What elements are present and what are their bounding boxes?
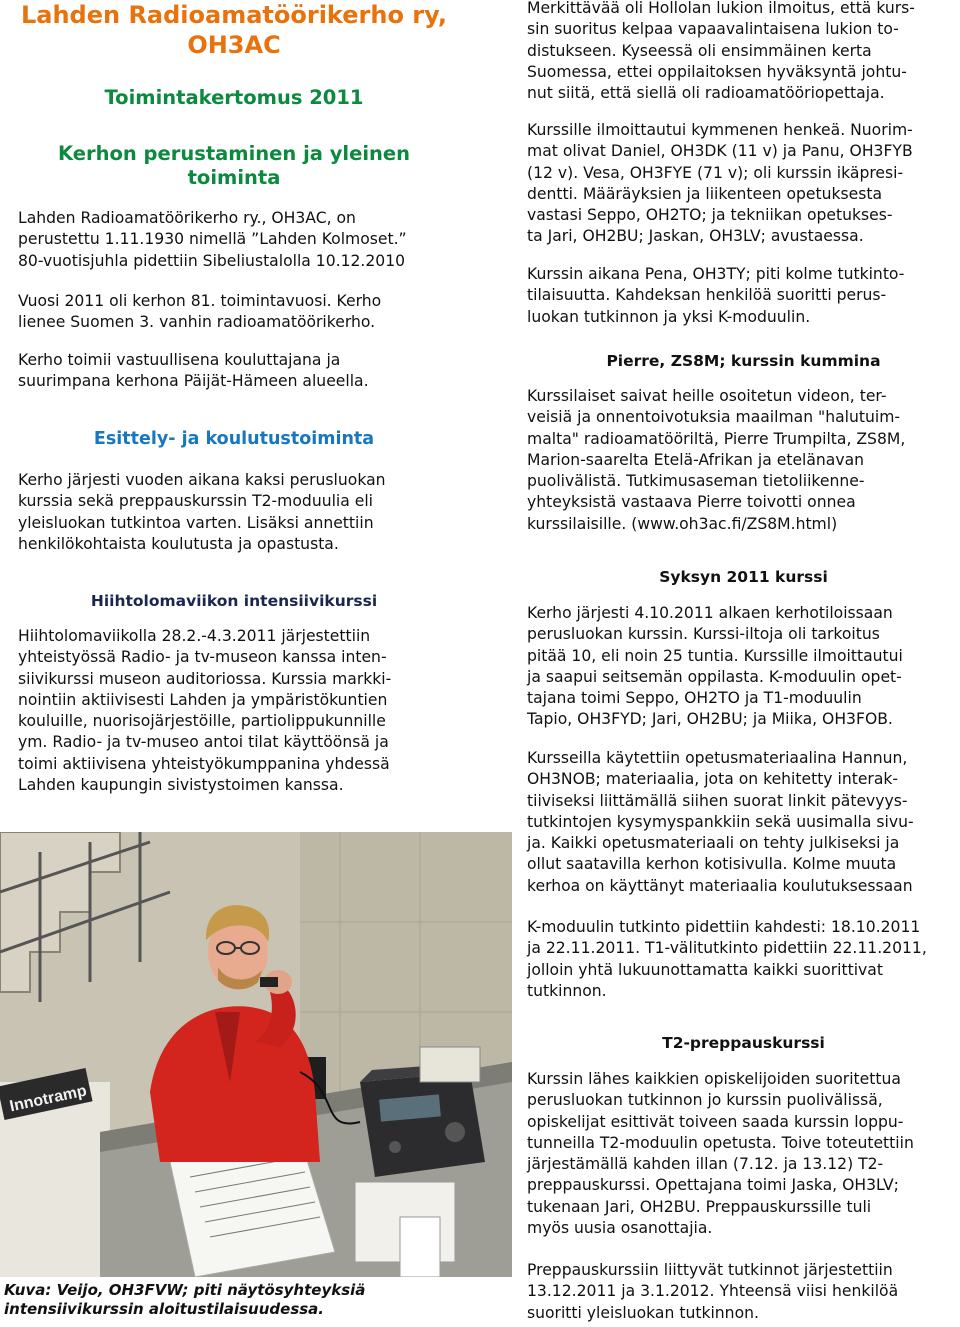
paragraph-exams: Kurssin aikana Pena, OH3TY; piti kolme tutkinto- tilaisuutta. Kahdeksan henkilöä suoritti perus- luokan tutkinnon ja yksi K-moduulin. bbox=[527, 265, 905, 326]
paragraph-hollola: Merkittävää oli Hollolan lukion ilmoitus, että kurs- sin suoritus kelpaa vapaavalintaisena lukion to- distukseen. Kyseessä oli ensimmäinen kerta Suomessa, ettei oppilaitoksen hyväksyntä johtu- nut siitä, että siellä oli radioamatööriopettaja. bbox=[527, 0, 915, 103]
paragraph-role: Kerho toimii vastuullisena kouluttajana ja suurimpana kerhona Päijät-Hämeen alueella. bbox=[18, 351, 369, 391]
section-education-title: Esittely- ja koulutustoiminta bbox=[93, 429, 375, 449]
paragraph-materials: Kursseilla käytettiin opetusmateriaalina Hannun, OH3NOB; materiaalia, jota on kehitetty interak- tiiviseksi liittämällä siihen suorat linkit pätevyys- tutkintojen kysymyspankkiin sekä uusimalla sivu- ja. Kaikki opetusmateriaali on tehty julkiseksi ja ollut saatavilla kerhon kotisivulla. Kolme muuta kerhoa on käyttänyt materiaalia koulutuksessaan bbox=[527, 749, 914, 895]
heading-autumn-course: Syksyn 2011 kurssi bbox=[659, 568, 828, 586]
svg-text:Innotramp: Innotramp bbox=[8, 1082, 89, 1116]
paragraph-t2-course: Kurssin lähes kaikkien opiskelijoiden suoritettua perusluokan tutkinnon jo kurssin puolivälissä, opiskelijat esittivät toiveen saada kurssin loppu- tunneilla T2-moduulin opetusta. Toive toteutettiin järjestämällä kahden illan (7.12. ja 13.12) T2- preppauskurssi. Opettajana toimi Jaska, OH3LV; tukenaan Jari, OH2BU. Preppauskurssille tuli myös uusia osanottajia. bbox=[527, 1070, 914, 1238]
paragraph-founding: Lahden Radioamatöörikerho ry., OH3AC, on perustettu 1.11.1930 nimellä ”Lahden Kolmoset.” 80-vuotisjuhla pidettiin Sibeliustalolla 10.12.2010 bbox=[18, 209, 407, 270]
photo-radio-operator bbox=[0, 832, 512, 1277]
report-title: Toimintakertomus 2011 bbox=[104, 86, 364, 109]
paragraph-year: Vuosi 2011 oli kerhon 81. toimintavuosi. Kerho lienee Suomen 3. vanhin radioamatöörikerho. bbox=[18, 292, 382, 332]
club-title: Lahden Radioamatöörikerho ry, OH3AC bbox=[20, 1, 448, 59]
heading-t2-course: T2-preppauskurssi bbox=[662, 1034, 825, 1052]
paragraph-participants: Kurssille ilmoittautui kymmenen henkeä. Nuorim- mat olivat Daniel, OH3DK (11 v) ja Panu, OH3FYB (12 v). Vesa, OH3FYE (71 v); oli kurssin ikäpresi- dentti. Määräyksien ja liikenteen opetuksesta vastasi Seppo, OH2TO; ja tekniikan opetukses- ta Jari, OH2BU; Jaskan, OH3LV; avustaessa. bbox=[527, 121, 913, 246]
paragraph-module-exams: K-moduulin tutkinto pidettiin kahdesti: 18.10.2011 ja 22.11.2011. T1-välitutkinto pidettiin 22.11.2011, jolloin yhtä lukuunottamatta kaikki suorittivat tutkinnon. bbox=[527, 918, 927, 1000]
heading-pierre: Pierre, ZS8M; kurssin kummina bbox=[606, 352, 881, 370]
paragraph-t2-exams: Preppauskurssiin liittyvät tutkinnot järjestettiin 13.12.2011 ja 3.1.2012. Yhteensä viisi henkilöä suoritti yleisluokan tutkinnon. bbox=[527, 1261, 899, 1322]
paragraph-ski-week: Hiihtolomaviikolla 28.2.-4.3.2011 järjestettiin yhteistyössä Radio- ja tv-museon kanssa inten- siivikurssi museon auditoriossa. Kurssia markki- nointiin aktiivisesti Lahden ja ympäristökuntien kouluille, nuorisojärjestöille, partiolippukunnille ym. Radio- ja tv-museo antoi tilat käyttöönsä ja toimi aktiivisena yhteistyökumppanina yhdessä Lahden kaupungin sivistystoimen kanssa. bbox=[18, 627, 392, 795]
paragraph-education: Kerho järjesti vuoden aikana kaksi perusluokan kurssia sekä preppauskurssin T2-moduulia eli yleisluokan tutkintoa varten. Lisäksi annettiin henkilökohtaista koulutusta ja opastusta. bbox=[18, 471, 386, 553]
sub-ski-week-title: Hiihtolomaviikon intensiivikurssi bbox=[90, 592, 378, 610]
photo-caption: Kuva: Veijo, OH3FVW; piti näytösyhteyksiä intensiivikurssin aloitustilaisuudessa. bbox=[4, 1281, 366, 1318]
section-founding-title: Kerhon perustaminen ja yleinen toiminta bbox=[57, 142, 411, 189]
paragraph-autumn-course: Kerho järjesti 4.10.2011 alkaen kerhotiloissaan perusluokan kurssin. Kurssi-iltoja oli tarkoitus pitää 10, eli noin 25 tuntia. Kurssille ilmoittautui ja saapui seitsemän oppilasta. K-moduulin opet- tajana toimi Seppo, OH2TO ja T1-moduulin Tapio, OH3FYD; Jari, OH2BU; ja Miika, OH3FOB. bbox=[527, 604, 903, 729]
paragraph-pierre: Kurssilaiset saivat heille osoitetun videon, ter- veisiä ja onnentoivotuksia maailman "halutuim- malta" radioamatööriltä, Pierre Trumpilta, ZS8M, Marion-saarelta Etelä-Afrikan ja etelänavan puolivälistä. Tutkimusaseman tietoliikenne- yhteyksistä vastaava Pierre toivotti onnea kurssilaisille. (www.oh3ac.fi/ZS8M.html) bbox=[527, 387, 906, 533]
